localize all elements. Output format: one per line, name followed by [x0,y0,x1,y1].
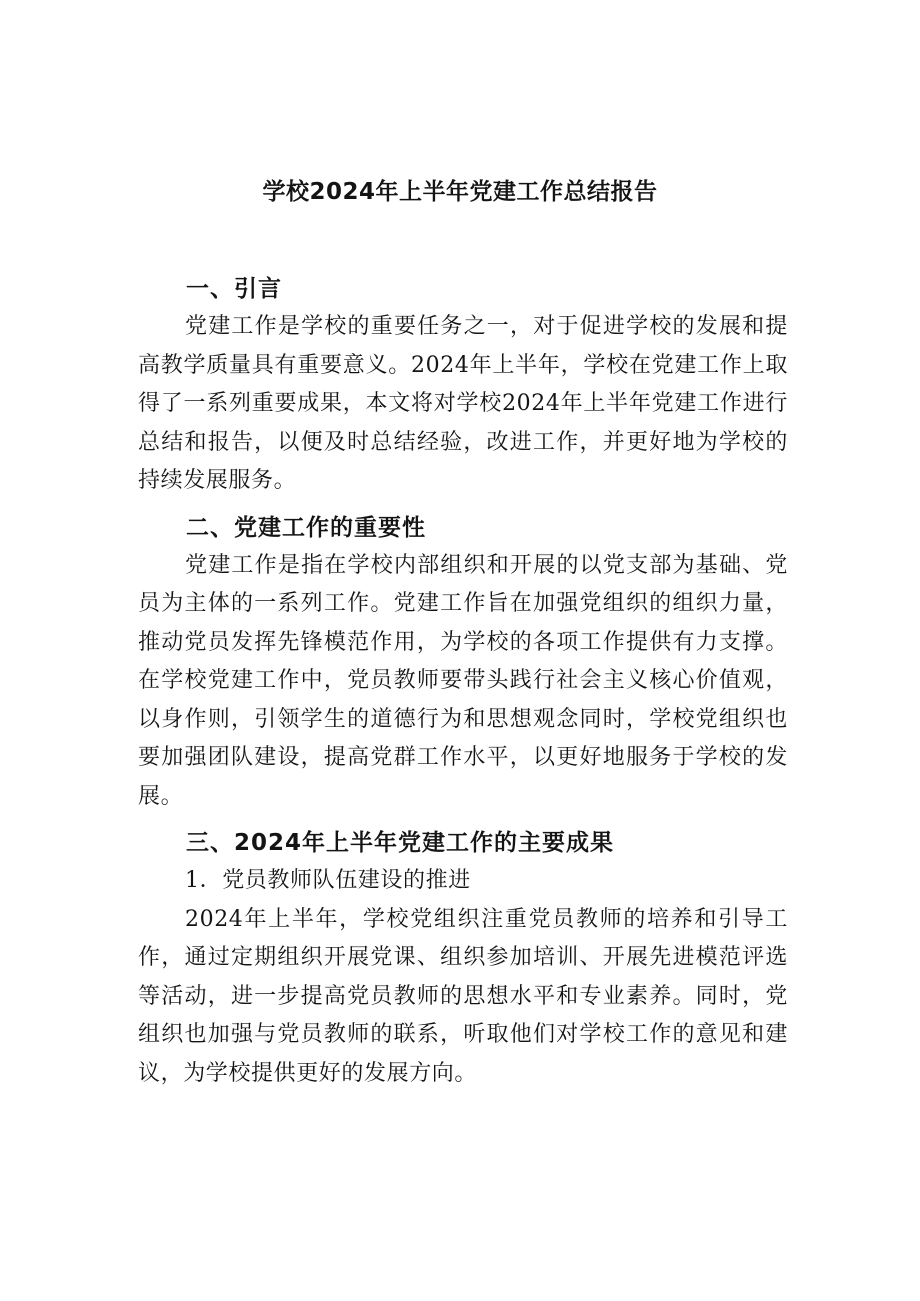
section-paragraph-achievements: 2024年上半年，学校党组织注重党员教师的培养和引导工作，通过定期组织开展党课、组织参加培训、开展先进模范评选等活动，进一步提高党员教师的思想水平和专业素养。同时，党组织也加强与党员教师的联系，听取他们对学校工作的意见和建议，为学校提供更好的发展方向。 [138,906,788,1086]
section-heading-achievements: 三、2024年上半年党建工作的主要成果 [186,830,615,856]
section-paragraph-importance: 党建工作是指在学校内部组织和开展的以党支部为基础、党员为主体的一系列工作。党建工作旨在加强党组织的组织力量，推动党员发挥先锋模范作用，为学校的各项工作提供有力支撑。在学校党建工作中，党员教师要带头践行社会主义核心价值观，以身作则，引领学生的道德行为和思想观念同时，学校党组织也要加强团队建设，提高党群工作水平，以更好地服务于学校的发展。 [138,552,788,809]
section-heading-introduction: 一、引言 [186,276,282,302]
section-heading-importance: 二、党建工作的重要性 [186,514,426,541]
document-title: 学校2024年上半年党建工作总结报告 [262,179,658,205]
section-paragraph-introduction: 党建工作是学校的重要任务之一，对于促进学校的发展和提高教学质量具有重要意义。2024年上半年，学校在党建工作上取得了一系列重要成果，本文将对学校2024年上半年党建工作进行总结和报告，以便及时总结经验，改进工作，并更好地为学校的持续发展服务。 [138,314,788,493]
document-body [138,270,788,1093]
subsection-heading-teacher-team: 1．党员教师队伍建设的推进 [185,868,471,893]
